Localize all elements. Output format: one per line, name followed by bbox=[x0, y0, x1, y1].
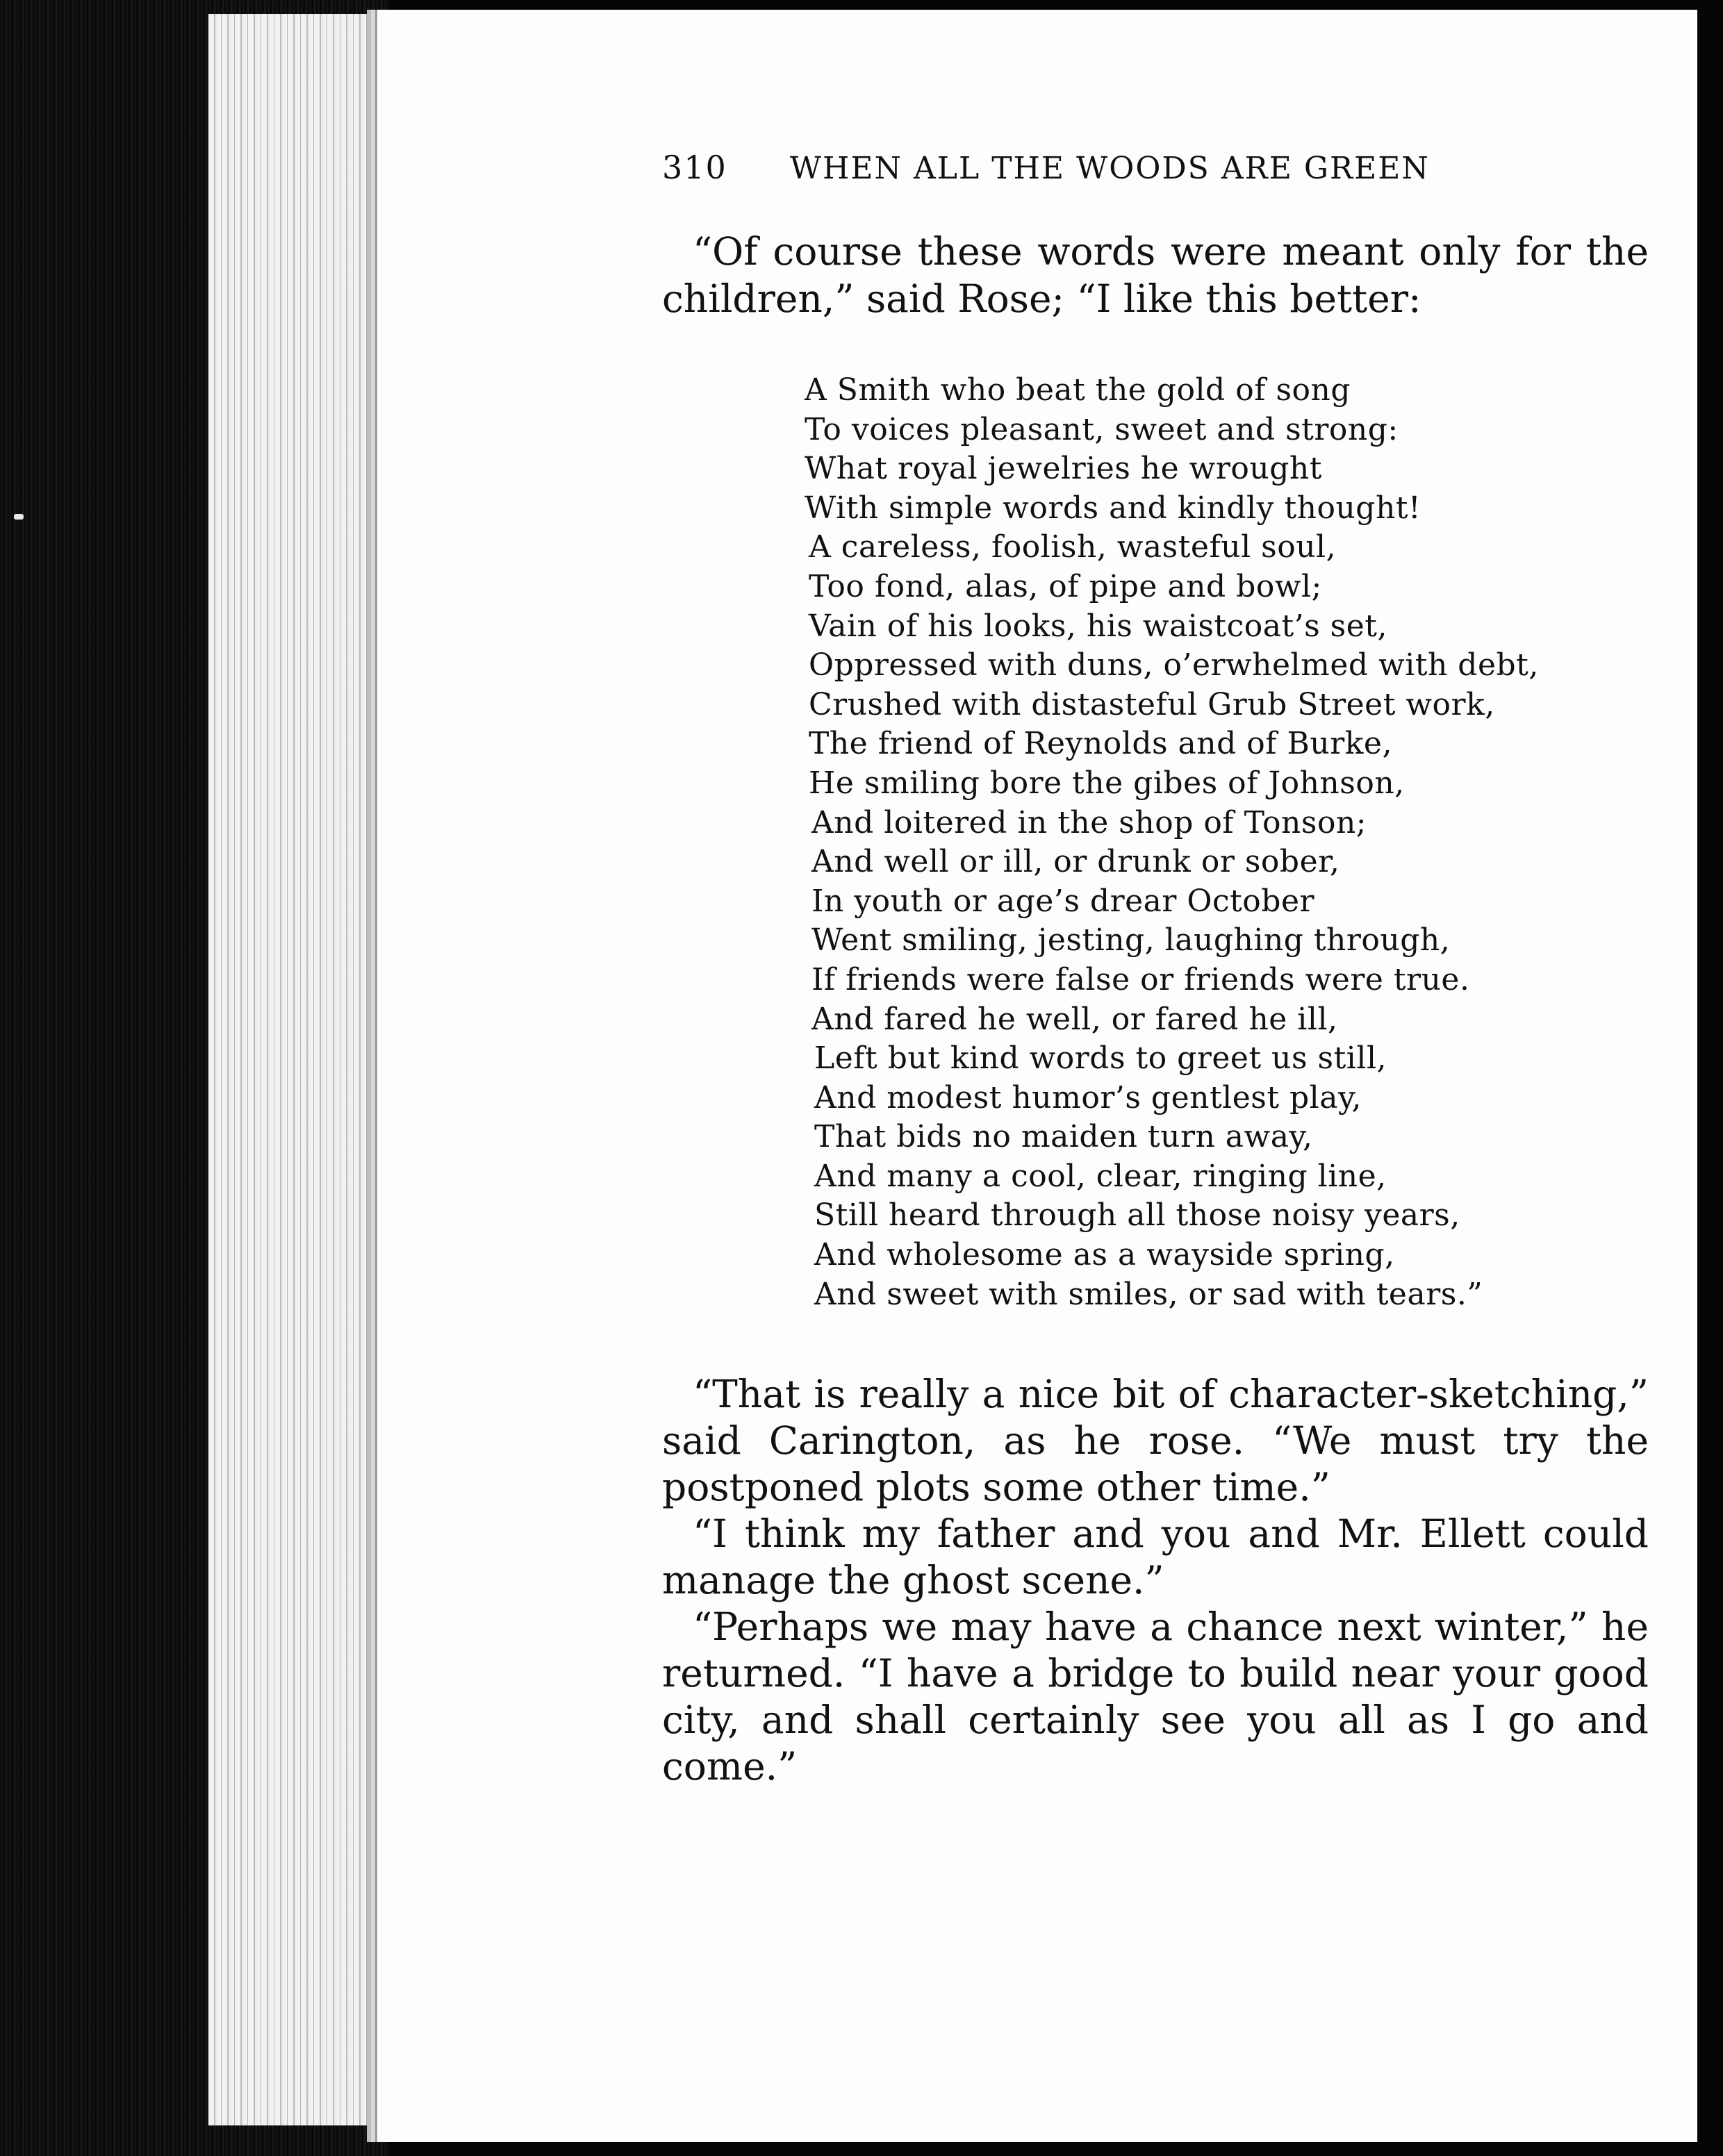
poem-line: And well or ill, or drunk or sober, bbox=[811, 844, 1340, 880]
poem-line: And fared he well, or fared he ill, bbox=[811, 1001, 1338, 1037]
poem-line: And wholesome as a wayside spring, bbox=[814, 1237, 1395, 1273]
poem bbox=[805, 371, 1649, 1314]
poem-line: What royal jewelries he wrought bbox=[805, 451, 1322, 487]
poem-line: He smiling bore the gibes of Johnson, bbox=[809, 765, 1405, 801]
page-number: 310 bbox=[662, 149, 727, 186]
poem-line: The friend of Reynolds and of Burke, bbox=[809, 726, 1392, 762]
poem-line: That bids no maiden turn away, bbox=[814, 1119, 1313, 1155]
poem-line: Too fond, alas, of pipe and bowl; bbox=[809, 568, 1322, 604]
poem-line: Vain of his looks, his waistcoat’s set, bbox=[809, 608, 1387, 644]
poem-line: To voices pleasant, sweet and strong: bbox=[805, 411, 1399, 447]
poem-line: With simple words and kindly thought! bbox=[805, 490, 1421, 526]
running-title: WHEN ALL THE WOODS ARE GREEN bbox=[789, 151, 1430, 186]
paragraph-rose-reply: “I think my father and you and Mr. Ellett could manage the ghost scene.” bbox=[662, 1511, 1649, 1603]
poem-line: And loitered in the shop of Tonson; bbox=[811, 804, 1367, 840]
poem-line: Oppressed with duns, o’erwhelmed with debt, bbox=[809, 647, 1539, 683]
poem-line: And sweet with smiles, or sad with tears.” bbox=[814, 1276, 1483, 1312]
poem-line: Left but kind words to greet us still, bbox=[814, 1040, 1387, 1077]
book-page bbox=[375, 10, 1697, 2142]
page-content bbox=[662, 149, 1649, 1790]
running-head bbox=[662, 149, 1649, 186]
poem-line: Went smiling, jesting, laughing through, bbox=[811, 922, 1451, 959]
scan-speck bbox=[14, 514, 24, 520]
poem-line: And modest humor’s gentlest play, bbox=[814, 1079, 1362, 1116]
intro-paragraph: “Of course these words were meant only for the children,” said Rose; “I like this better: bbox=[662, 229, 1649, 321]
closing-section bbox=[662, 1371, 1649, 1790]
poem-line: Crushed with distasteful Grub Street work, bbox=[809, 686, 1495, 722]
poem-line: A Smith who beat the gold of song bbox=[805, 372, 1351, 408]
poem-line: Still heard through all those noisy years, bbox=[814, 1197, 1460, 1234]
poem-line: And many a cool, clear, ringing line, bbox=[814, 1158, 1387, 1194]
paragraph-carington: “That is really a nice bit of character-sketching,” said Carington, as he rose. “We must try the postponed plots some other time.” bbox=[662, 1372, 1649, 1510]
poem-line: If friends were false or friends were true. bbox=[811, 961, 1470, 997]
poem-line: In youth or age’s drear October bbox=[811, 883, 1315, 919]
paragraph-carington-return: “Perhaps we may have a chance next winter,” he returned. “I have a bridge to build near your good city, and shall certainly see you all as I go and come.” bbox=[662, 1604, 1649, 1789]
poem-line: A careless, foolish, wasteful soul, bbox=[809, 529, 1337, 565]
